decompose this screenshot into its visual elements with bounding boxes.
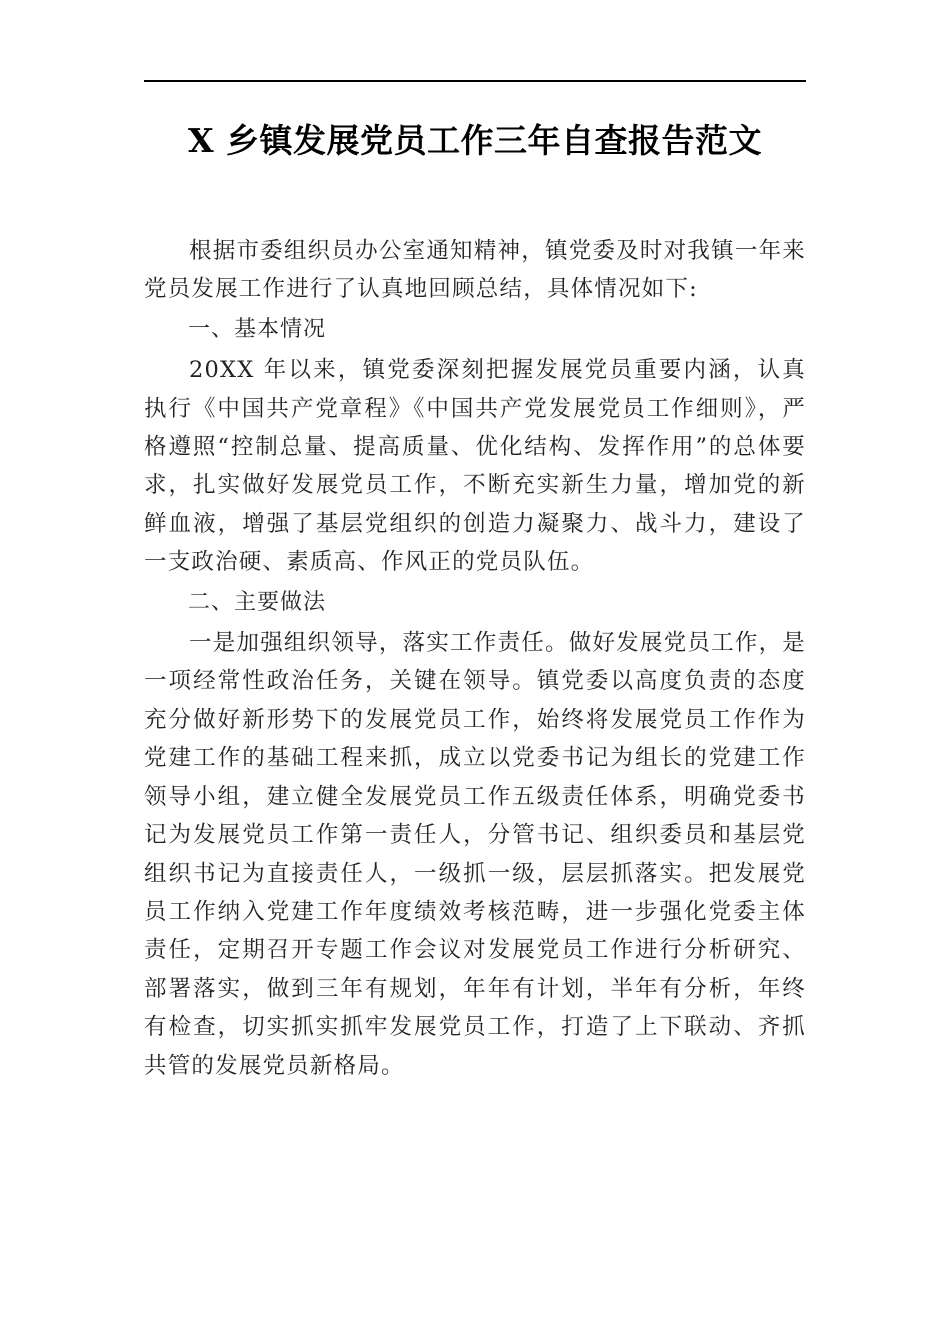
section-paragraph-methods: 一是加强组织领导，落实工作责任。做好发展党员工作，是一项经常性政治任务，关键在领导。镇党委以高度负责的态度充分做好新形势下的发展党员工作，始终将发展党员工作作为党建工作的基础工程来抓，成立以党委书记为组长的党建工作领导小组，建立健全发展党员工作五级责任体系，明确党委书记为发展党员工作第一责任人，分管书记、组织委员和基层党组织书记为直接责任人，一级抓一级，层层抓落实。把发展党员工作纳入党建工作年度绩效考核范畴，进一步强化党委主体责任，定期召开专题工作会议对发展党员工作进行分析研究、部署落实，做到三年有规划，年年有计划，半年有分析，年终有检查，切实抓实抓牢发展党员工作，打造了上下联动、齐抓共管的发展党员新格局。: [144, 630, 806, 1079]
header-rule: [144, 80, 806, 82]
intro-paragraph: 根据市委组织员办公室通知精神，镇党委及时对我镇一年来党员发展工作进行了认真地回顾总结，具体情况如下:: [144, 238, 806, 303]
section-paragraph-basic: 20XX 年以来，镇党委深刻把握发展党员重要内涵，认真执行《中国共产党章程》《中国共产党发展党员工作细则》，严格遵照“控制总量、提高质量、优化结构、发挥作用”的总体要求，扎实做好发展党员工作，不断充实新生力量，增加党的新鲜血液，增强了基层党组织的创造力凝聚力、战斗力，建设了一支政治硬、素质高、作风正的党员队伍。: [144, 357, 806, 576]
document-title: X 乡镇发展党员工作三年自查报告范文: [187, 121, 763, 160]
section-heading-methods: 二、主要做法: [188, 589, 327, 615]
document-body: [144, 232, 806, 1085]
section-heading-basic: 一、基本情况: [188, 316, 327, 342]
